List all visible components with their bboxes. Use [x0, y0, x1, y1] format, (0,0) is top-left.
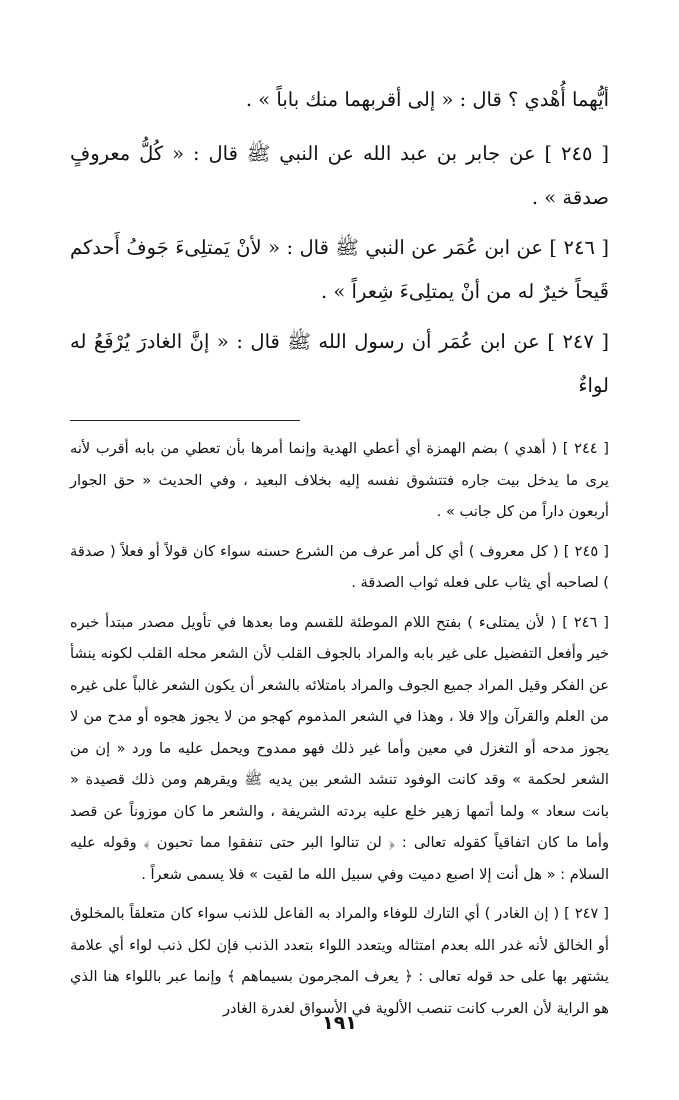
hadith-paragraph: [ ٢٤٧ ] عن ابن عُمَر أن رسول الله ﷺ قال : « إنَّ الغادرَ يُرْفَعُ له لواءٌ [70, 330, 609, 397]
note-paragraph: [ ٢٤٥ ] ( كل معروف ) أي كل أمر عرف من الشرع حسنه سواء كان قولاً أو فعلاً ( صدقة ) لصاحبه أي يثاب على فعله ثواب الصدقة . [70, 542, 609, 591]
note-paragraph: [ ٢٤٤ ] ( أهدي ) بضم الهمزة أي أعطي الهدية وإنما أمرها بأن تعطي من بابه أقرب لأنه يرى ما يدخل بيت جاره فتتشوق نفسه إليه بخلاف البعيد ، وفي الحديث « حق الجوار أربعون داراً من كل جانب » . [70, 440, 609, 520]
book-page [70, 78, 609, 1032]
note-paragraph: [ ٢٤٧ ] ( إن الغادر ) أي التارك للوفاء والمراد به الفاعل للذنب سواء كان متعلقاً بالمخلوق أو الخالق لأنه غدر الله بعدم امتثاله ويتعدد اللواء بتعدد الذنب فإن لكل ذنب لواء أي علامة يشتهر بها على حد قوله تعالى : ﴿ يعرف المجرمون بسيماهم ﴾ وإنما عبر باللواء هنا الذي هو الراية لأن العرب كانت تنصب الألوية في الأسواق لغدرة الغادر [70, 905, 609, 1017]
footnote-divider [70, 420, 300, 421]
hadith-paragraph: [ ٢٤٥ ] عن جابر بن عبد الله عن النبي ﷺ قال : « كُلُّ معروفٍ صدقة » . [70, 142, 609, 209]
note-paragraph: [ ٢٤٦ ] ( لأن يمتلىء ) بفتح اللام الموطئة للقسم وما بعدها في تأويل مصدر مبتدأ خبره خير وأفعل التفضيل على غير بابه والمراد بالجوف القلب لأن الشعر محله القلب لكونه ينشأ عن الفكر وقيل المراد جميع الجوف والمراد بامتلائه بالشعر أن يكون الشعر غالباً على غيره من العلم والقرآن وإلا فلا ، وهذا في الشعر المذموم كهجو من لا يجوز هجوه أو مدح من لا يجوز مدحه أو التغزل في معين وأما غير ذلك فهو ممدوح ويحمل عليه ما ورد « إن من الشعر لحكمة » وقد كانت الوفود تنشد الشعر بين يديه ﷺ ويقرهم ومن ذلك قصيدة « بانت سعاد » ولما أتمها زهير خلع عليه بردته الشريفة ، والشعر ما كان موزوناً عن قصد وأما ما كان اتفاقياً كقوله تعالى : ﴿ لن تنالوا البر حتى تنفقوا مما تحبون ﴾ وقوله عليه السلام : « هل أنت إلا اصبع دميت وفي سبيل الله ما لقيت » فلا يسمى شعراً . [70, 613, 609, 883]
hadith-paragraph: أيُّهما أُهْدي ؟ قال : « إلى أقربهما منك باباً » . [245, 88, 609, 111]
hadith-paragraph: [ ٢٤٦ ] عن ابن عُمَر عن النبي ﷺ قال : « لأنْ يَمتلِىءَ جَوفُ أَحدكم قَيحاً خيرٌ له من أنْ يمتلِىءَ شِعراً » . [70, 236, 609, 303]
page-number: ١٩١ [322, 1012, 357, 1034]
hadith-text [70, 78, 609, 408]
commentary-notes [70, 433, 609, 1024]
